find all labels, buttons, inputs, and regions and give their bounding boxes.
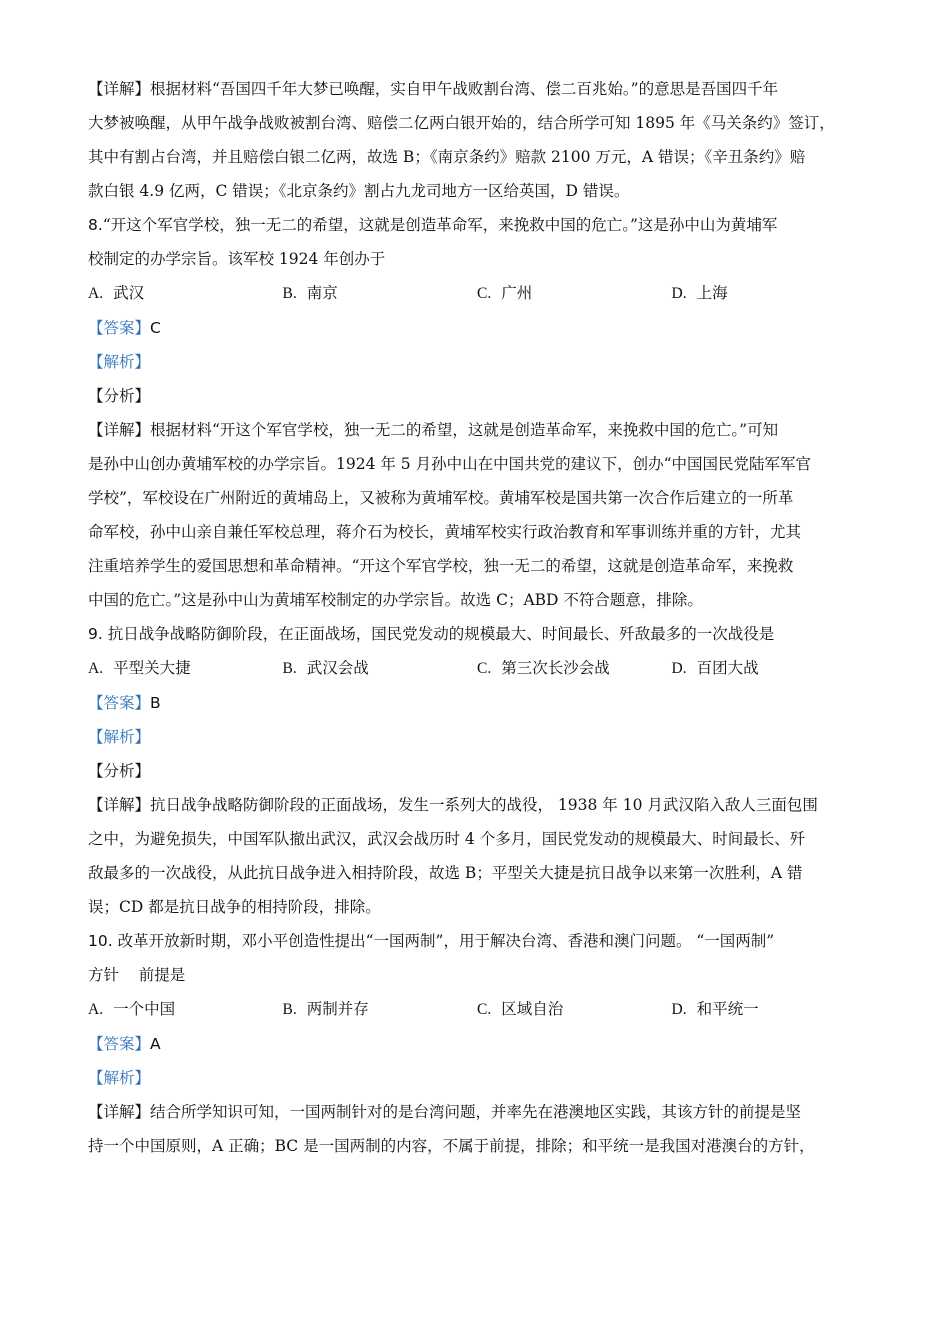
q8-detail-line-2: 是孙中山创办黄埔军校的办学宗旨。1924 年 5 月孙中山在中国共党的建议下，创办“中国国民党陆军军官 <box>88 455 812 473</box>
q9-detail-line-3: 敌最多的一次战役，从此抗日战争进入相持阶段，故选 B；平型关大捷是抗日战争以来第一次胜利，A 错 <box>88 864 803 882</box>
q8-detail-line-4: 命军校，孙中山亲自兼任军校总理，蒋介石为校长，黄埔军校实行政治教育和军事训练并重的方针，尤其 <box>88 523 802 541</box>
answer-value: B <box>150 694 161 712</box>
q9-option-c[interactable] <box>477 651 672 686</box>
option-letter: D. <box>671 660 687 677</box>
answer-label: 【答案】 <box>88 319 151 337</box>
q7-detail-line-4: 款白银 4.9 亿两，C 错误；《北京条约》割占九龙司地方一区给英国，D 错误。 <box>88 182 630 200</box>
q8-stem-line-1 <box>88 208 866 242</box>
q7-detail-line-3: 其中有割占台湾，并且赔偿白银二亿两，故选 B；《南京条约》赔款 2100 万元，A 错误；《辛丑条约》赔 <box>88 148 806 166</box>
question-9 <box>88 617 866 924</box>
answer-value: A <box>150 1035 161 1053</box>
q10-stem-text-1: 改革开放新时期，邓小平创造性提出“一国两制”，用于解决台湾、香港和澳门问题。 “一国两制” <box>117 932 775 950</box>
q9-options <box>88 651 866 686</box>
option-text: 和平统一 <box>696 1000 759 1018</box>
q8-detail-line-3: 学校”，军校设在广州附近的黄埔岛上，又被称为黄埔军校。黄埔军校是国共第一次合作后建立的一所革 <box>88 489 794 507</box>
q8-number: 8. <box>88 216 103 234</box>
q9-option-b[interactable] <box>283 651 478 686</box>
q8-option-d[interactable] <box>672 276 867 311</box>
option-text: 上海 <box>696 284 728 302</box>
q7-detail-line-1: 【详解】根据材料“吾国四千年大梦已唤醒，实自甲午战败割台湾、偿二百兆始。”的意思是吾国四千年 <box>88 80 779 98</box>
q8-option-c[interactable] <box>477 276 672 311</box>
q9-stem-text: 抗日战争战略防御阶段，在正面战场，国民党发动的规模最大、时间最长、歼敌最多的一次战役是 <box>107 625 775 643</box>
option-text: 广州 <box>501 284 533 302</box>
option-text: 两制并存 <box>306 1000 369 1018</box>
q9-number: 9. <box>88 625 103 643</box>
option-letter: D. <box>671 285 687 302</box>
option-text: 区域自治 <box>501 1000 564 1018</box>
option-letter: A. <box>88 1001 104 1018</box>
option-text: 南京 <box>306 284 338 302</box>
q9-option-d[interactable] <box>672 651 867 686</box>
q10-option-a[interactable] <box>88 992 283 1027</box>
option-letter: B. <box>282 1001 297 1018</box>
q10-analysis-label: 【解析】 <box>88 1069 151 1087</box>
question-10 <box>88 924 866 1163</box>
q10-detail-line-2: 持一个中国原则，A 正确；BC 是一国两制的内容，不属于前提，排除；和平统一是我国对港澳台的方针， <box>88 1137 815 1155</box>
q7-detail-line-2: 大梦被唤醒，从甲午战争战败被割台湾、赔偿二亿两白银开始的，结合所学可知 1895 年《马关条约》签订， <box>88 114 835 132</box>
option-letter: A. <box>88 660 104 677</box>
q10-options <box>88 992 866 1027</box>
answer-value: C <box>150 319 161 337</box>
q8-option-b[interactable] <box>283 276 478 311</box>
q9-fenxi-label: 【分析】 <box>88 762 151 780</box>
option-text: 武汉会战 <box>306 659 369 677</box>
q9-detail-line-1: 【详解】抗日战争战略防御阶段的正面战场，发生一系列大的战役， 1938 年 10 月武汉陷入敌人三面包围 <box>88 796 818 814</box>
q8-detail-line-5: 注重培养学生的爱国思想和革命精神。“开这个军官学校，独一无二的希望，这就是创造革命军，来挽救 <box>88 557 794 575</box>
option-letter: B. <box>282 285 297 302</box>
q8-detail-line-6: 中国的危亡。”这是孙中山为黄埔军校制定的办学宗旨。故选 C；ABD 不符合题意，排除。 <box>88 591 703 609</box>
q7-detail <box>88 72 866 208</box>
q8-answer <box>88 311 866 345</box>
option-text: 百团大战 <box>696 659 759 677</box>
q10-option-c[interactable] <box>477 992 672 1027</box>
q9-detail-line-4: 误；CD 都是抗日战争的相持阶段，排除。 <box>88 898 381 916</box>
q8-detail-line-1: 【详解】根据材料“开这个军官学校，独一无二的希望，这就是创造革命军，来挽救中国的危亡。”可知 <box>88 421 779 439</box>
q10-detail-line-1: 【详解】结合所学知识可知，一国两制针对的是台湾问题，并率先在港澳地区实践，其该方针的前提是坚 <box>88 1103 802 1121</box>
q9-answer <box>88 686 866 720</box>
document-page <box>88 72 866 1163</box>
option-text: 平型关大捷 <box>113 659 191 677</box>
answer-label: 【答案】 <box>88 1035 151 1053</box>
q10-option-d[interactable] <box>672 992 867 1027</box>
q10-answer <box>88 1027 866 1061</box>
option-letter: C. <box>477 660 492 677</box>
q8-option-a[interactable] <box>88 276 283 311</box>
option-letter: C. <box>477 285 492 302</box>
option-text: 武汉 <box>113 284 145 302</box>
q10-stem-line-1 <box>88 924 866 958</box>
q8-stem-text-1: “开这个军官学校，独一无二的希望，这就是创造革命军，来挽救中国的危亡。”这是孙中山为黄埔军 <box>102 216 778 234</box>
question-8 <box>88 208 866 617</box>
q8-fenxi-label: 【分析】 <box>88 387 151 405</box>
q8-analysis-label: 【解析】 <box>88 353 151 371</box>
option-letter: D. <box>671 1001 687 1018</box>
option-text: 一个中国 <box>113 1000 176 1018</box>
q9-detail-line-2: 之中，为避免损失，中国军队撤出武汉，武汉会战历时 4 个多月，国民党发动的规模最大、时间最长、歼 <box>88 830 806 848</box>
q10-stem-line-2: 方针 前提是 <box>88 966 186 984</box>
q9-stem <box>88 617 866 651</box>
q9-option-a[interactable] <box>88 651 283 686</box>
answer-label: 【答案】 <box>88 694 151 712</box>
option-letter: C. <box>477 1001 492 1018</box>
q10-number: 10. <box>88 932 113 950</box>
option-text: 第三次长沙会战 <box>501 659 610 677</box>
q9-analysis-label: 【解析】 <box>88 728 151 746</box>
option-letter: A. <box>88 285 104 302</box>
q8-stem-line-2: 校制定的办学宗旨。该军校 1924 年创办于 <box>88 250 386 268</box>
q10-option-b[interactable] <box>283 992 478 1027</box>
q8-options <box>88 276 866 311</box>
option-letter: B. <box>282 660 297 677</box>
